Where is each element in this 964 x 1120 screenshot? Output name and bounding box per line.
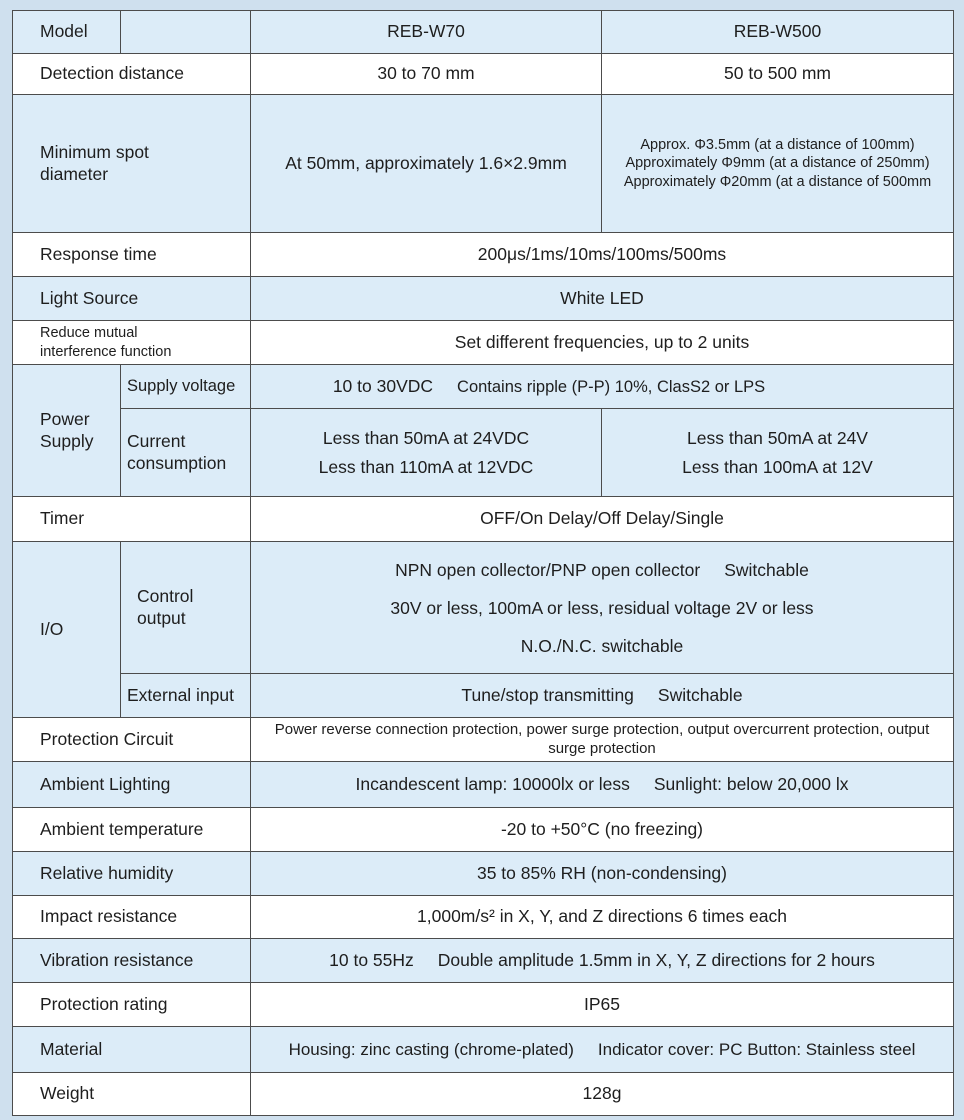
table-row (13, 11, 954, 54)
humidity-label: Relative humidity (13, 852, 251, 896)
current-w70-line: Less than 50mA at 24VDC (322, 427, 530, 448)
table-row (13, 808, 954, 852)
spot-label (13, 95, 251, 233)
control-output-type: NPN open collector/PNP open collector (395, 559, 701, 580)
lighting-sun: Sunlight: below 20,000 lx (653, 773, 849, 794)
weight-label: Weight (13, 1073, 251, 1116)
power-label (13, 365, 121, 497)
current-w70 (251, 409, 602, 497)
model-w70: REB-W70 (251, 11, 602, 54)
response-label: Response time (13, 233, 251, 277)
supply-voltage-label: Supply voltage (121, 365, 251, 409)
io-label: I/O (13, 542, 121, 718)
detection-w500: 50 to 500 mm (602, 54, 954, 95)
table-row (13, 1027, 954, 1073)
impact-value: 1,000m/s² in X, Y, and Z directions 6 times each (251, 896, 954, 939)
table-row (13, 542, 954, 674)
current-label-text: Current consumption (127, 430, 227, 474)
table-row (13, 321, 954, 365)
protection-circuit-value: Power reverse connection protection, power surge protection, output overcurrent protection, output surge protection (251, 718, 954, 762)
supply-voltage-value (251, 365, 954, 409)
control-output-label-text: Control output (137, 585, 194, 629)
supply-voltage-ripple: Contains ripple (P-P) 10%, ClasS2 or LPS (457, 377, 766, 396)
temperature-label: Ambient temperature (13, 808, 251, 852)
vibration-freq: 10 to 55Hz (329, 949, 414, 970)
light-label: Light Source (13, 277, 251, 321)
spot-w70: At 50mm, approximately 1.6×2.9mm (251, 95, 602, 233)
table-row (13, 233, 954, 277)
table-row (13, 277, 954, 321)
detection-w70: 30 to 70 mm (251, 54, 602, 95)
model-w500: REB-W500 (602, 11, 954, 54)
lighting-label: Ambient Lighting (13, 762, 251, 808)
model-label-spacer (121, 11, 251, 54)
weight-value: 128g (251, 1073, 954, 1116)
control-output-value (251, 542, 954, 674)
control-output-line: N.O./N.C. switchable (520, 635, 684, 656)
table-row (13, 852, 954, 896)
table-row (13, 983, 954, 1027)
control-output-line: 30V or less, 100mA or less, residual voltage 2V or less (390, 597, 814, 618)
response-value: 200μs/1ms/10ms/100ms/500ms (251, 233, 954, 277)
spot-w500 (602, 95, 954, 233)
rating-label: Protection rating (13, 983, 251, 1027)
spot-label-text: Minimum spot diameter (40, 141, 149, 184)
table-row (13, 674, 954, 718)
external-input-value (251, 674, 954, 718)
humidity-value: 35 to 85% RH (non-condensing) (251, 852, 954, 896)
table-row (13, 1073, 954, 1116)
current-w70-line: Less than 110mA at 12VDC (318, 456, 534, 477)
spot-w500-line: Approx. Φ3.5mm (at a distance of 100mm) (640, 137, 915, 154)
light-value: White LED (251, 277, 954, 321)
table-row (13, 409, 954, 497)
timer-label: Timer (13, 497, 251, 542)
table-row (13, 365, 954, 409)
vibration-label: Vibration resistance (13, 939, 251, 983)
model-label: Model (13, 11, 121, 54)
vibration-amplitude: Double amplitude 1.5mm in X, Y, Z directions for 2 hours (437, 949, 875, 970)
current-w500-line: Less than 50mA at 24V (687, 427, 868, 448)
spec-table (12, 10, 954, 1116)
supply-voltage-range: 10 to 30VDC (332, 375, 434, 396)
external-input-mode: Tune/stop transmitting (461, 684, 634, 705)
table-row (13, 896, 954, 939)
table-row (13, 939, 954, 983)
control-output-line (255, 551, 949, 589)
temperature-value: -20 to +50°C (no freezing) (251, 808, 954, 852)
spot-w500-line: Approximately Φ9mm (at a distance of 250mm) (625, 155, 930, 172)
current-label (121, 409, 251, 497)
external-input-switch: Switchable (657, 684, 743, 705)
interference-label (13, 321, 251, 365)
vibration-value (251, 939, 954, 983)
power-label-text: Power Supply (40, 408, 94, 451)
external-input-label: External input (121, 674, 251, 718)
spot-w500-line: Approximately Φ20mm (at a distance of 500mm (623, 173, 932, 190)
table-row (13, 497, 954, 542)
material-housing: Housing: zinc casting (chrome-plated) (288, 1039, 574, 1059)
lighting-value (251, 762, 954, 808)
control-output-switch: Switchable (724, 559, 809, 580)
table-row (13, 95, 954, 233)
protection-circuit-label: Protection Circuit (13, 718, 251, 762)
current-w500-line: Less than 100mA at 12V (682, 456, 873, 477)
lighting-lamp: Incandescent lamp: 10000lx or less (355, 773, 630, 794)
table-row (13, 762, 954, 808)
control-output-label (121, 542, 251, 674)
interference-value: Set different frequencies, up to 2 units (251, 321, 954, 365)
impact-label: Impact resistance (13, 896, 251, 939)
rating-value: IP65 (251, 983, 954, 1027)
interference-label-text: Reduce mutual interference function (40, 325, 172, 360)
detection-label: Detection distance (13, 54, 251, 95)
material-label: Material (13, 1027, 251, 1073)
table-row (13, 54, 954, 95)
material-cover: Indicator cover: PC Button: Stainless steel (597, 1039, 916, 1059)
material-value (251, 1027, 954, 1073)
current-w500 (602, 409, 954, 497)
table-row (13, 718, 954, 762)
timer-value: OFF/On Delay/Off Delay/Single (251, 497, 954, 542)
